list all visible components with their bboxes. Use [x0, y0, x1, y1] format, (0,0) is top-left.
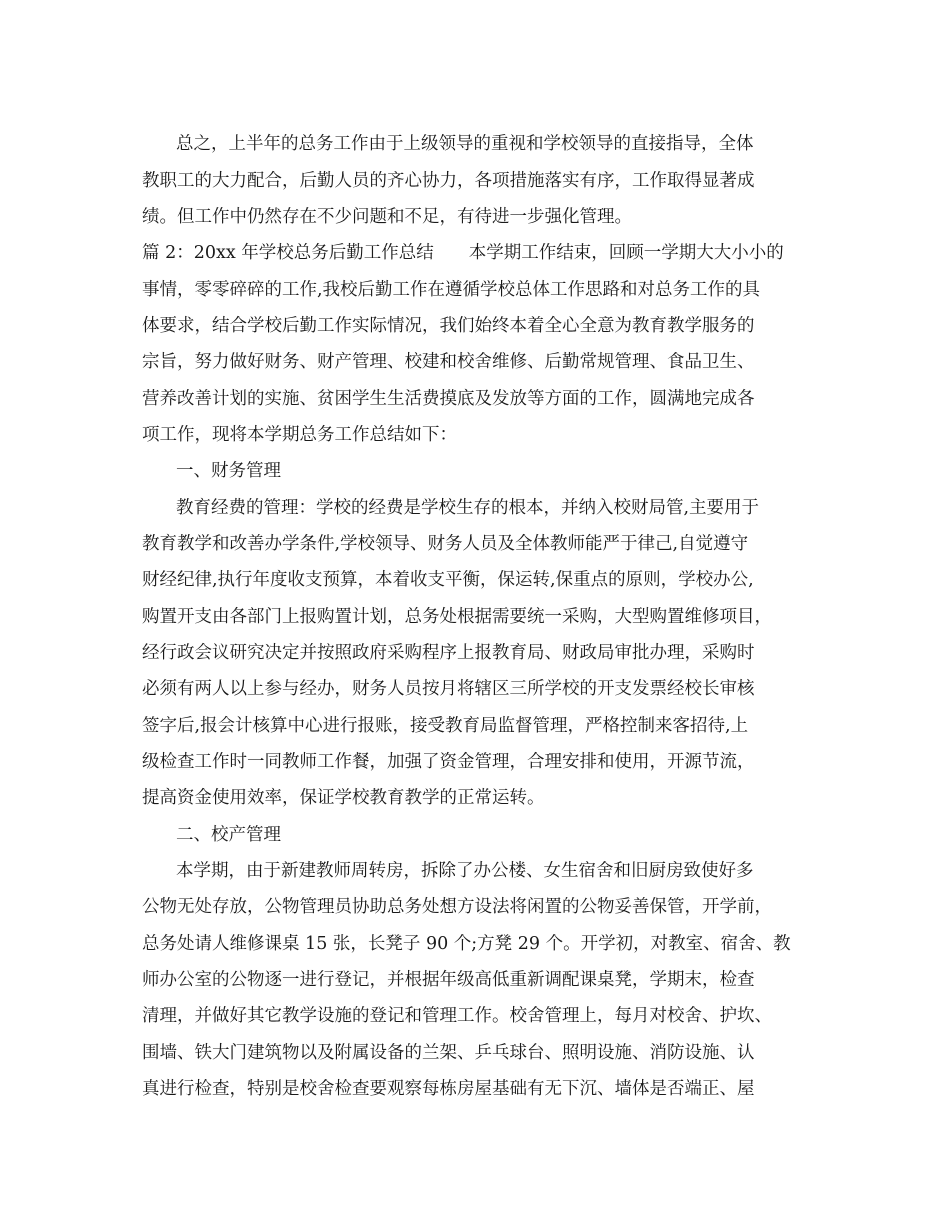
paragraph-line: 签字后,报会计核算中心进行报账，接受教育局监督管理，严格控制来客招待,上	[142, 716, 749, 736]
paragraph-line: 清理，并做好其它教学设施的登记和管理工作。校舍管理上，每月对校舍、护坎、	[142, 1006, 772, 1026]
paragraph-line: 经行政会议研究决定并按照政府采购程序上报教育局、财政局审批办理，采购时	[142, 643, 755, 663]
paragraph-line: 围墙、铁大门建筑物以及附属设备的兰架、乒乓球台、照明设施、消防设施、认	[142, 1043, 755, 1063]
paragraph-line: 必须有两人以上参与经办，财务人员按月将辖区三所学校的开支发票经校长审核	[142, 679, 755, 699]
paragraph-line: 财经纪律,执行年度收支预算，本着收支平衡，保运转,保重点的原则，学校办公,	[142, 570, 754, 590]
paragraph-line: 本学期，由于新建教师周转房，拆除了办公楼、女生宿舍和旧厨房致使好多	[176, 861, 754, 881]
section-heading: 一、财务管理	[176, 461, 281, 481]
paragraph-line: 提高资金使用效率，保证学校教育教学的正常运转。	[142, 788, 545, 808]
paragraph-line: 师办公室的公物逐一进行登记，并根据年级高低重新调配课桌凳，学期末，检查	[142, 970, 755, 990]
paragraph-line: 购置开支由各部门上报购置计划，总务处根据需要统一采购，大型购置维修项目，	[142, 607, 772, 627]
paragraph-line: 项工作，现将本学期总务工作总结如下：	[142, 425, 457, 445]
section-heading: 二、校产管理	[176, 825, 281, 845]
paragraph-line: 公物无处存放，公物管理员协助总务处想方设法将闲置的公物妥善保管，开学前，	[142, 897, 772, 917]
paragraph-line: 总之，上半年的总务工作由于上级领导的重视和学校领导的直接指导，全体	[176, 134, 754, 154]
paragraph-line: 级检查工作时一同教师工作餐，加强了资金管理，合理安排和使用，开源节流，	[142, 752, 755, 772]
paragraph-line: 教育经费的管理：学校的经费是学校生存的根本，并纳入校财局管,主要用于	[176, 498, 760, 518]
paragraph-line: 绩。但工作中仍然存在不少问题和不足，有待进一步强化管理。	[142, 207, 632, 227]
paragraph-line: 宗旨，努力做好财务、财产管理、校建和校舍维修、后勤常规管理、食品卫生、	[142, 352, 755, 372]
paragraph-line: 教育教学和改善办学条件,学校领导、财务人员及全体教师能严于律己,自觉遵守	[142, 534, 749, 554]
paragraph-line: 事情，零零碎碎的工作,我校后勤工作在遵循学校总体工作思路和对总务工作的具	[142, 280, 761, 300]
paragraph-line: 总务处请人维修课桌 15 张，长凳子 90 个;方凳 29 个。开学初，对教室、宿舍、教	[142, 934, 791, 954]
paragraph-line: 教职工的大力配合，后勤人员的齐心协力，各项措施落实有序，工作取得显著成	[142, 171, 755, 191]
paragraph-line: 体要求，结合学校后勤工作实际情况，我们始终本着全心全意为教育教学服务的	[142, 316, 755, 336]
paragraph-line: 营养改善计划的实施、贫困学生生活费摸底及发放等方面的工作，圆满地完成各	[142, 389, 755, 409]
paragraph-line: 真进行检查，特别是校舍检查要观察每栋房屋基础有无下沉、墙体是否端正、屋	[142, 1079, 755, 1099]
section-heading-line: 篇 2：20xx 年学校总务后勤工作总结 本学期工作结束，回顾一学期大大小小的	[142, 243, 784, 263]
